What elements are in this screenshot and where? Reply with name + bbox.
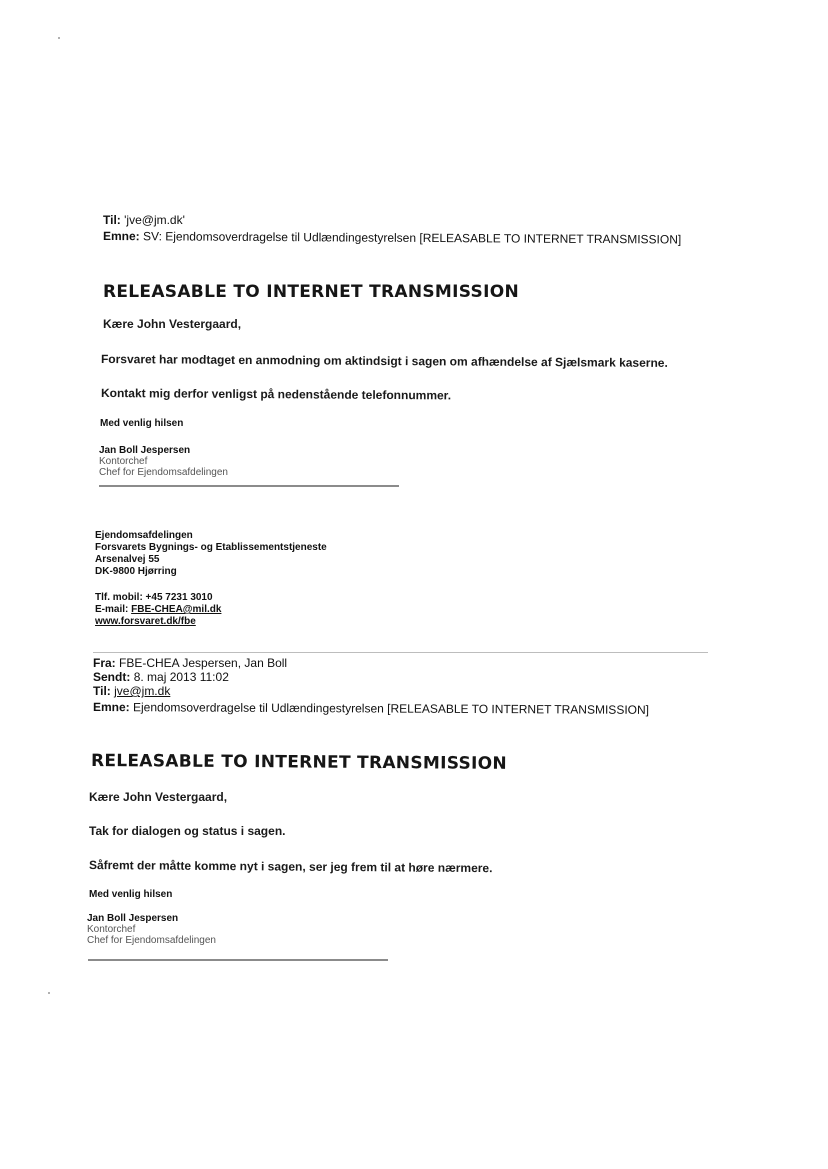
- address-city: DK-9800 Hjørring: [95, 566, 177, 577]
- email1-closing: Med venlig hilsen: [100, 418, 184, 429]
- email1-signature-title: Kontorchef: [99, 456, 148, 467]
- address-organisation: Forsvarets Bygnings- og Etablissementstjeneste: [95, 542, 327, 553]
- email2-from-value: FBE-CHEA Jespersen, Jan Boll: [119, 656, 288, 670]
- email2-sent-label: Sendt:: [93, 670, 131, 684]
- email1-greeting: Kære John Vestergaard,: [103, 317, 242, 331]
- email2-to-label: Til:: [93, 684, 111, 698]
- email2-signature-title: Kontorchef: [87, 924, 136, 935]
- email1-subject-label: Emne:: [102, 229, 140, 244]
- email-separator: [93, 652, 708, 653]
- email2-from-label: Fra:: [93, 656, 116, 670]
- email1-to-label: Til:: [103, 213, 121, 227]
- email2-paragraph-1: Tak for dialogen og status i sagen.: [89, 824, 286, 838]
- scan-speck: [48, 992, 50, 994]
- contact-block: [95, 592, 221, 628]
- email1-classification-banner: RELEASABLE TO INTERNET TRANSMISSION: [103, 282, 519, 302]
- email2-signature-dept: Chef for Ejendomsafdelingen: [87, 935, 216, 946]
- email1-paragraph-1: Forsvaret har modtaget en anmodning om aktindsigt i sagen om afhændelse af Sjælsmark kaserne.: [100, 352, 668, 370]
- email2-subject-line: [93, 700, 649, 717]
- email1-signature-name: Jan Boll Jespersen: [99, 445, 191, 456]
- email2-closing: Med venlig hilsen: [89, 889, 173, 900]
- email2-to-value[interactable]: jve@jm.dk: [114, 684, 171, 698]
- email2-from-line: [93, 656, 287, 670]
- scan-speck: [58, 37, 60, 39]
- email1-to-value: 'jve@jm.dk': [124, 213, 185, 227]
- email2-paragraph-2: Såfremt der måtte komme nyt i sagen, ser jeg frem til at høre nærmere.: [88, 858, 493, 876]
- email2-sent-value: 8. maj 2013 11:02: [133, 670, 229, 684]
- email2-greeting: Kære John Vestergaard,: [89, 790, 228, 804]
- email2-to-line: [93, 684, 170, 698]
- email1-paragraph-2: Kontakt mig derfor venligst på nedenstående telefonnummer.: [100, 386, 452, 403]
- email2-subject-value: Ejendomsoverdragelse til Udlændingestyrelsen [RELEASABLE TO INTERNET TRANSMISSION]: [132, 700, 650, 717]
- email1-to-line: [103, 213, 185, 227]
- email2-subject-label: Emne:: [92, 700, 130, 715]
- contact-web-link[interactable]: www.forsvaret.dk/fbe: [95, 616, 196, 627]
- contact-email-link[interactable]: FBE-CHEA@mil.dk: [131, 604, 222, 615]
- address-street: Arsenalvej 55: [95, 554, 160, 565]
- email2-signature-name: Jan Boll Jespersen: [87, 913, 179, 924]
- contact-phone: Tlf. mobil: +45 7231 3010: [95, 592, 213, 603]
- address-block: [95, 530, 327, 578]
- address-department: Ejendomsafdelingen: [95, 530, 193, 541]
- email1-subject-line: [103, 229, 681, 247]
- email2-classification-banner: RELEASABLE TO INTERNET TRANSMISSION: [90, 751, 508, 774]
- contact-email-line: [95, 604, 221, 616]
- email1-subject-value: SV: Ejendomsoverdragelse til Udlændingestyrelsen [RELEASABLE TO INTERNET TRANSMISSION]: [142, 229, 682, 247]
- email2-sent-line: [93, 670, 229, 684]
- email1-signature-rule: [99, 485, 399, 487]
- email1-signature-dept: Chef for Ejendomsafdelingen: [99, 467, 228, 478]
- contact-email-label: E-mail:: [95, 604, 129, 615]
- email2-signature-rule: [88, 959, 388, 961]
